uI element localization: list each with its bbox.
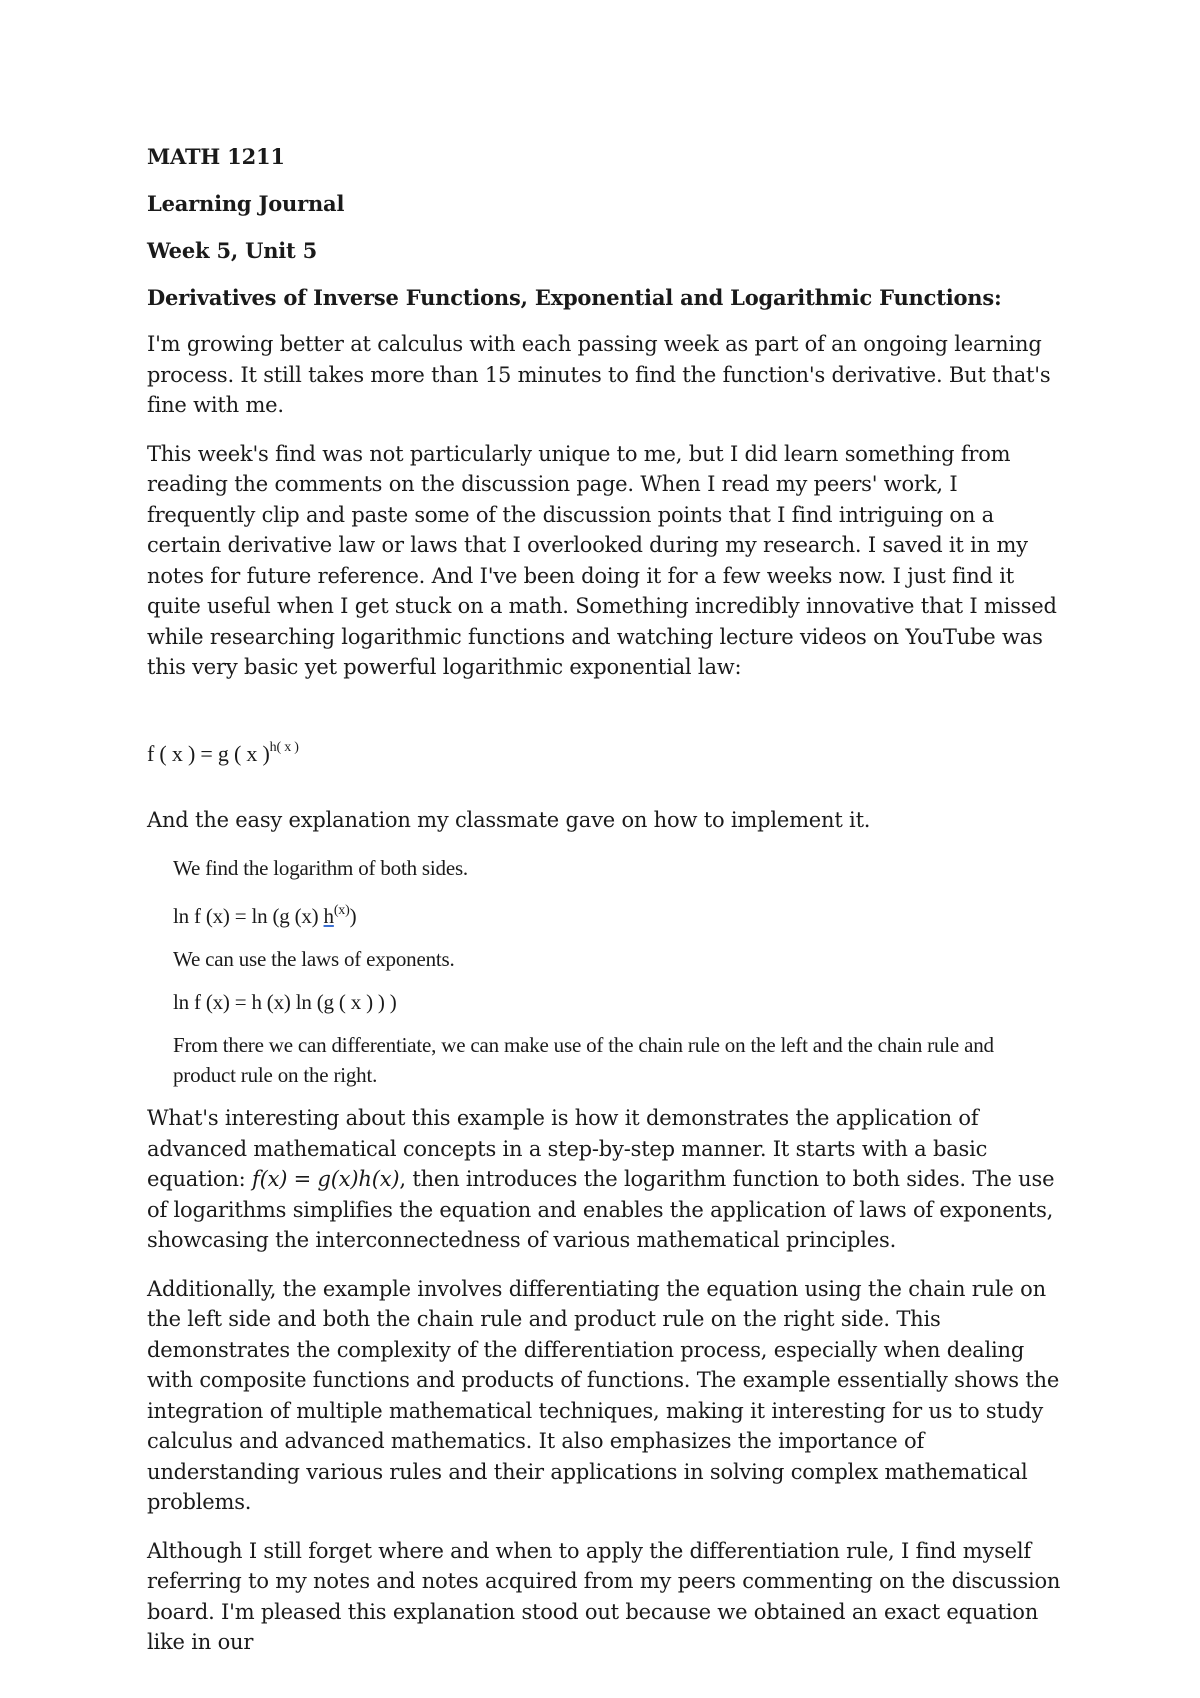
analysis-text-a: What's interesting about this example is how it demonstrates the application of advanced mathematical concepts in a step-by-step manner. It starts with a basic equation: [147,1106,988,1191]
paragraph-reflection: Although I still forget where and when to apply the differentiation rule, I find myself referring to my notes and notes acquired from my peers commenting on the discussion board. I'm pleased this explanation stood out because we obtained an exact equation like in our [147,1538,1061,1654]
classmate-explanation [173,853,1053,1090]
week-unit: Week 5, Unit 5 [147,238,318,263]
document-content [147,143,1067,1676]
step-differentiate: From there we can differentiate, we can make use of the chain rule on the left and the chain rule and product rule on the right. [173,1033,994,1087]
analysis-text-b: , then introduces the logarithm function to both sides. The use of logarithms simplifies the equation and enables the application of laws of exponents, showcasing the interconnectedness of various mathematical principles. [147,1167,1055,1252]
eq1-exponent: (x) [333,903,350,918]
eq1-close: ) [349,904,357,928]
equation-laws-applied: ln f (x) = h (x) ln (g ( x ) ) ) [173,990,397,1014]
paragraph-intro: I'm growing better at calculus with each passing week as part of an ongoing learning process. It still takes more than 15 minutes to find the function's derivative. But that's fine with me. [147,332,1051,417]
formula-exponent: h( x ) [269,739,299,755]
course-title: MATH 1211 [147,144,285,169]
formula-base: f ( x ) = g ( x ) [147,740,270,766]
paragraph-differentiation: Additionally, the example involves differentiating the equation using the chain rule on the left side and both the chain rule and product rule on the right side. This demonstrates the complexity of the differentiation process, especially when dealing with composite functions and products of functions. The example essentially shows the integration of multiple mathematical techniques, making it interesting for us to study calculus and advanced mathematics. It also emphasizes the importance of understanding various rules and their applications in solving complex mathematical problems. [147,1276,1060,1514]
paragraph-explanation-intro: And the easy explanation my classmate gave on how to implement it. [147,807,871,832]
eq1-h: h [323,904,334,928]
eq1-left: ln f (x) = ln (g (x) [173,904,324,928]
journal-title: Learning Journal [147,191,345,216]
formula-exponential-law [147,733,1067,769]
paragraph-discovery: This week's find was not particularly unique to me, but I did learn something from reading the comments on the discussion page. When I read my peers' work, I frequently clip and paste some of the discussion points that I find intriguing on a certain derivative law or laws that I overlooked during my research. I saved it in my notes for future reference. And I've been doing it for a few weeks now. I just find it quite useful when I get stuck on a math. Something incredibly innovative that I missed while researching logarithmic functions and watching lecture videos on YouTube was this very basic yet powerful logarithmic exponential law: [147,441,1057,679]
paragraph-analysis [147,1103,1067,1256]
step-logarithm-both-sides: We find the logarithm of both sides. [173,856,468,880]
step-laws-of-exponents: We can use the laws of exponents. [173,947,455,971]
equation-log-both-sides [173,896,1053,931]
topic-heading: Derivatives of Inverse Functions, Exponential and Logarithmic Functions: [147,285,1002,310]
analysis-equation: f(x) = g(x)h(x) [252,1167,400,1191]
